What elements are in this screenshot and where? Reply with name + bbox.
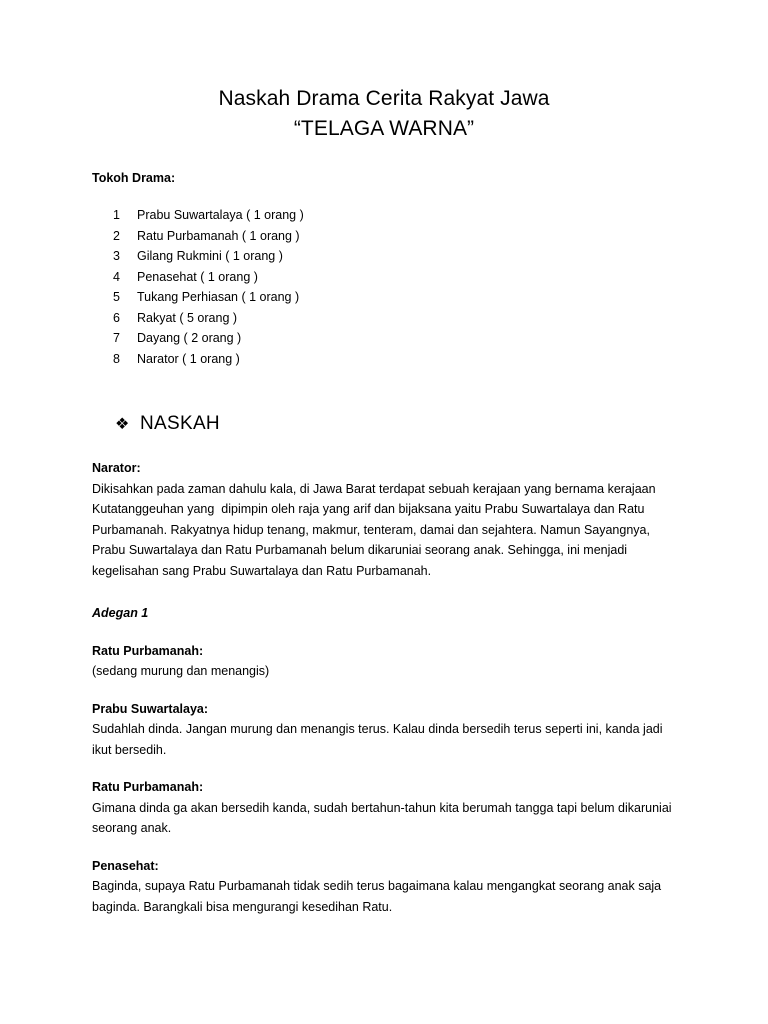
list-item	[92, 287, 675, 308]
list-item-number: 8	[113, 351, 120, 366]
title-line-secondary: “TELAGA WARNA”	[293, 117, 475, 140]
dialogue-speaker-label: Ratu Purbamanah:	[92, 643, 204, 658]
list-item-number: 4	[113, 269, 120, 284]
list-item	[92, 328, 675, 349]
list-item-label: Rakyat ( 5 orang )	[137, 310, 238, 325]
narrator-speaker-label: Narator:	[92, 461, 141, 475]
cast-list	[92, 205, 675, 369]
dialogue-block	[92, 777, 675, 839]
dialogue-text: Gimana dinda ga akan bersedih kanda, sudah bertahun-tahun kita berumah tangga tapi belum dikaruniai seorang anak.	[92, 800, 676, 835]
dialogue-block	[92, 856, 675, 918]
list-item-number: 5	[113, 290, 120, 304]
list-item-label: Penasehat ( 1 orang )	[137, 269, 258, 284]
list-item-number: 1	[113, 208, 120, 222]
list-item-label: Tukang Perhiasan ( 1 orang )	[137, 290, 300, 304]
dialogue-speaker-label: Ratu Purbamanah:	[92, 780, 204, 794]
naskah-heading-label: NASKAH	[140, 413, 220, 434]
diamond-bullet-icon: ❖	[115, 416, 130, 433]
list-item-number: 7	[113, 331, 120, 345]
title-line-primary: Naskah Drama Cerita Rakyat Jawa	[218, 87, 550, 110]
list-item	[92, 205, 675, 226]
dialogue-block	[92, 641, 675, 682]
list-item-label: Prabu Suwartalaya ( 1 orang )	[137, 208, 304, 222]
narrator-paragraph: Dikisahkan pada zaman dahulu kala, di Jawa Barat terdapat sebuah kerajaan yang bernama kerajaan Kutatanggeuhan yang dipimpin oleh raja yang arif dan bijaksana yaitu Prabu Suwartalaya dan Ratu Purbamanah. Rakyatnya hidup tenang, makmur, tenteram, damai dan sejahtera. Namun Sayangnya, Prabu Suwartalaya dan Ratu Purbamanah belum dikaruniai seorang anak. Sehingga, ini menjadi kegelisahan sang Prabu Suwartalaya dan Ratu Purbamanah.	[92, 481, 660, 578]
list-item-label: Gilang Rukmini ( 1 orang )	[137, 249, 283, 263]
cast-heading: Tokoh Drama:	[92, 171, 176, 185]
list-item	[92, 267, 675, 288]
list-item	[92, 246, 675, 267]
list-item	[92, 349, 675, 370]
list-item-label: Dayang ( 2 orang )	[137, 331, 242, 345]
naskah-section-heading	[115, 411, 675, 438]
dialogue-text: (sedang murung dan menangis)	[92, 664, 270, 678]
dialogue-speaker-label: Prabu Suwartalaya:	[92, 701, 209, 716]
list-item-label: Ratu Purbamanah ( 1 orang )	[137, 228, 300, 243]
list-item-label: Narator ( 1 orang )	[137, 351, 240, 366]
document-body	[92, 168, 675, 917]
dialogue-text: Baginda, supaya Ratu Purbamanah tidak sedih terus bagaimana kalau mengangkat seorang anak saja baginda. Barangkali bisa mengurangi kesedihan Ratu.	[92, 879, 665, 914]
narrator-block	[92, 458, 675, 581]
list-item-number: 2	[113, 228, 120, 243]
dialogue-text: Sudahlah dinda. Jangan murung dan menangis terus. Kalau dinda bersedih terus seperti ini, kanda jadi ikut bersedih.	[92, 722, 667, 757]
list-item-number: 3	[113, 249, 120, 263]
scene-heading: Adegan 1	[92, 606, 149, 620]
document-title	[0, 0, 768, 144]
list-item-number: 6	[113, 310, 120, 325]
list-item	[92, 308, 675, 329]
dialogue-block	[92, 699, 675, 761]
list-item	[92, 226, 675, 247]
dialogue-speaker-label: Penasehat:	[92, 858, 159, 873]
